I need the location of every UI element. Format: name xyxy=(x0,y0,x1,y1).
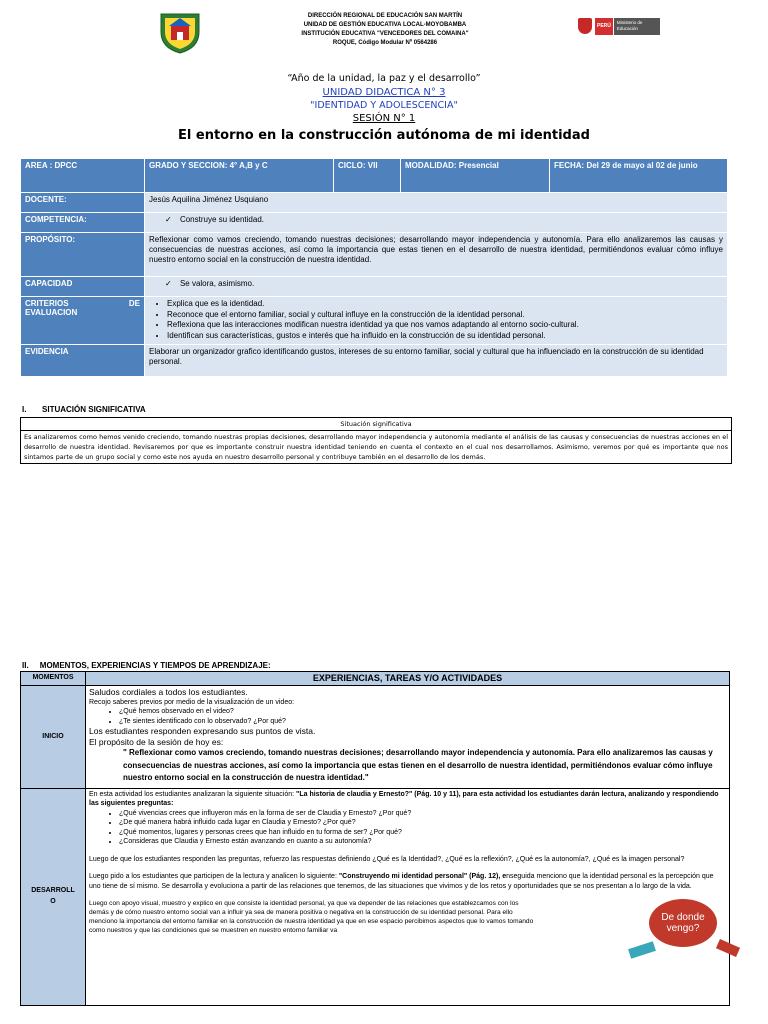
situacion-table-title: Situación significativa xyxy=(21,418,732,431)
situacion-heading: I. SITUACIÓN SIGNIFICATIVA xyxy=(22,405,146,414)
check-icon: ✓ xyxy=(165,215,172,224)
desarrollo-pregunta: • ¿Qué momentos, lugares y personas crees que han influido en tu forma de ser? ¿Por qué? xyxy=(119,828,726,838)
desarrollo-content: En esta actividad los estudiantes analizaran la siguiente situación: "La historia de claudia y Ernesto?" (Pág. 10 y 11), para esta actividad los estudiantes darán lectura, analizando y respondiendo las siguientes preguntas: • ¿Qué vivencias crees que influyeron más en la forma de ser de Claudia y Ernesto? ¿Por qué? • ¿De qué manera habrá influido cada lugar en Claudia y Ernesto? ¿Por qué? • ¿Qué momentos, lugares y personas crees que han influido en tu forma de ser? ¿Por qué? • ¿Consideras que Claudia y Ernesto están avanzando en cuanto a su autonomía? Luego de que los estudiantes responden las preguntas, refuerzo las respuestas definiendo ¿Qué es la Identidad?, ¿Qué es la reflexión?, ¿Qué es la autonomía?, ¿Qué es la imagen personal? Luego pido a los estudiantes que participen de la lectura y analicen lo siguiente: "Construyendo mi identidad personal" (Pág. 12), enseguida menciono que la identidad personal es la percepción que uno tiene de sí mismo. Se desarrolla y evoluciona a partir de las relaciones que tenemos, de las situaciones que vivimos y de los retos y oportunidades que se nos presentan a lo largo de la vida. Luego con apoyo visual, muestro y explico en que consiste la identidad personal, ya que va depender de las relaciones que establezcamos con los demás y de cómo nuestro entorno social van a influir ya sea de manera positiva o negativa en la construcción de su identidad personal. Para ello menciono la importancia del entorno familiar en la construcción de nuestra identidad ya que en ese espacio percibimos aspectos que lo vamos tomando como nuestros y que las condiciones que se muestren en nuestro entorno familiar va De donde vengo? xyxy=(86,788,730,1005)
criterio-item: • Reflexiona que las interacciones modifican nuestra identidad ya que nos vamos adaptando al entorno socio-cultural. xyxy=(167,320,723,331)
year-motto: “Año de la unidad, la paz y el desarrollo” xyxy=(287,73,481,84)
grado-cell: GRADO Y SECCION: 4° A,B y C xyxy=(145,159,334,193)
proposito-label: PROPÓSITO: xyxy=(21,233,145,277)
school-crest-logo xyxy=(157,8,203,54)
experiencias-col-header: EXPERIENCIAS, TAREAS Y/O ACTIVIDADES xyxy=(86,672,730,686)
de-donde-vengo-bubble: De donde vengo? xyxy=(649,899,717,947)
check-icon: ✓ xyxy=(165,279,172,288)
situacion-table xyxy=(20,417,732,464)
inicio-pregunta: • ¿Qué hemos observado en el video? xyxy=(119,707,726,717)
fecha-cell: FECHA: Del 29 de mayo al 02 de junio xyxy=(550,159,728,193)
capacidad-value: ✓ Se valora, asimismo. xyxy=(145,277,728,297)
momentos-table xyxy=(20,671,730,1006)
identity-diagram xyxy=(539,899,726,959)
desarrollo-label: DESARROLL O xyxy=(21,788,86,1005)
header-line-2: UNIDAD DE GESTIÓN EDUCATIVA LOCAL-MOYOBAMBA xyxy=(303,22,467,28)
header-line-1: DIRECCIÓN REGIONAL DE EDUCACIÓN SAN MARTÍN xyxy=(307,13,463,19)
ministry-logo xyxy=(578,16,678,36)
criterios-label: CRITERIOS DE EVALUACION xyxy=(21,297,145,345)
evidencia-value: Elaborar un organizador grafico identificando gustos, intereses de su entorno familiar, social y cultural que ha influenciado en la construcción de su identidad personal. xyxy=(145,345,728,377)
docente-value: Jesús Aquilina Jiménez Usquiano xyxy=(145,193,728,213)
criterios-list xyxy=(145,297,728,345)
area-cell: AREA : DPCC xyxy=(21,159,145,193)
ciclo-cell: CICLO: VII xyxy=(334,159,401,193)
inicio-pregunta: • ¿Te sientes identificado con lo observado? ¿Por qué? xyxy=(119,717,726,727)
inicio-label: INICIO xyxy=(21,686,86,789)
ministry-label: Ministerio de Educación xyxy=(614,18,660,35)
unidad-title: UNIDAD DIDACTICA N° 3 xyxy=(322,87,446,98)
desarrollo-pregunta: • ¿Consideras que Claudia y Ernesto están avanzando en cuanto a su autonomía? xyxy=(119,837,726,847)
page-title: El entorno en la construcción autónoma de mi identidad xyxy=(178,128,590,143)
criterio-item: • Identifican sus características, gustos e interés que ha influido en la construcción de su identidad personal. xyxy=(167,331,723,342)
unidad-name: "IDENTIDAD Y ADOLESCENCIA" xyxy=(310,100,458,111)
docente-label: DOCENTE: xyxy=(21,193,145,213)
arrow-left-icon xyxy=(628,941,656,959)
evidencia-label: EVIDENCIA xyxy=(21,345,145,377)
momentos-heading: II. MOMENTOS, EXPERIENCIAS Y TIEMPOS DE APRENDIZAJE: xyxy=(22,661,271,670)
criterio-item: • Explica que es la identidad. xyxy=(167,299,723,310)
arrow-right-icon xyxy=(716,939,740,957)
header-line-4: ROQUE, Código Modular Nº 0564286 xyxy=(332,40,438,46)
peru-shield-icon xyxy=(578,18,592,34)
sesion-title: SESIÓN N° 1 xyxy=(352,113,416,124)
competencia-value: ✓ Construye su identidad. xyxy=(145,213,728,233)
competencia-label: COMPETENCIA: xyxy=(21,213,145,233)
capacidad-label: CAPACIDAD xyxy=(21,277,145,297)
header-line-3: INSTITUCIÓN EDUCATIVA "VENCEDORES DEL COMAINA" xyxy=(301,31,469,37)
proposito-value: Reflexionar como vamos creciendo, tomando nuestras decisiones; desarrollando mayor independencia y autonomía. Para ello analizaremos las causas y consecuencias de nuestras acciones, así como la importancia que estas tienen en el desarrollo de nuestra identidad, permitiéndonos evaluar cómo influye nuestro entorno social en la construcción de nuestra identidad. xyxy=(145,233,728,277)
inicio-content: Saludos cordiales a todos los estudiantes. Recojo saberes previos por medio de la visualización de un video: • ¿Qué hemos observado en el video? • ¿Te sientes identificado con lo observado? ¿Por qué? Los estudiantes responden expresando sus puntos de vista. El propósito de la sesión de hoy es: " Reflexionar como vamos creciendo, tomando nuestras decisiones; desarrollando mayor independencia y autonomía. Para ello analizaremos las causas y consecuencias de nuestras acciones, así como la importancia que estas tienen en el desarrollo de nuestra identidad, permitiéndonos evaluar cómo influye nuestro entorno social en la construcción de nuestra identidad." xyxy=(86,686,730,789)
situacion-text: Es analizaremos como hemos venido creciendo, tomando nuestras propias decisiones, desarrollando mayor independencia y autonomía mediante el análisis de las causas y consecuencias de nuestras acciones en el desarrollo de nuestra identidad. Revisaremos por que es importante construir nuestra identidad teniendo en cuenta el contexto en el cual nos desarrollamos. Asimismo, veremos por qué es importante que nos sintamos parte de un grupo social y como este nos ayuda en nuestro desarrollo personal y contribuye también en el desarrollo de los demás. xyxy=(21,431,732,464)
momentos-col-header: MOMENTOS xyxy=(21,672,86,686)
session-info-table xyxy=(20,158,728,377)
peru-label: PERÚ xyxy=(595,18,613,35)
criterio-item: • Reconoce que el entorno familiar, social y cultural influye en la construcción de la identidad personal. xyxy=(167,310,723,321)
modalidad-cell: MODALIDAD: Presencial xyxy=(401,159,550,193)
desarrollo-pregunta: • ¿Qué vivencias crees que influyeron más en la forma de ser de Claudia y Ernesto? ¿Por qué? xyxy=(119,809,726,819)
desarrollo-pregunta: • ¿De qué manera habrá influido cada lugar en Claudia y Ernesto? ¿Por qué? xyxy=(119,818,726,828)
